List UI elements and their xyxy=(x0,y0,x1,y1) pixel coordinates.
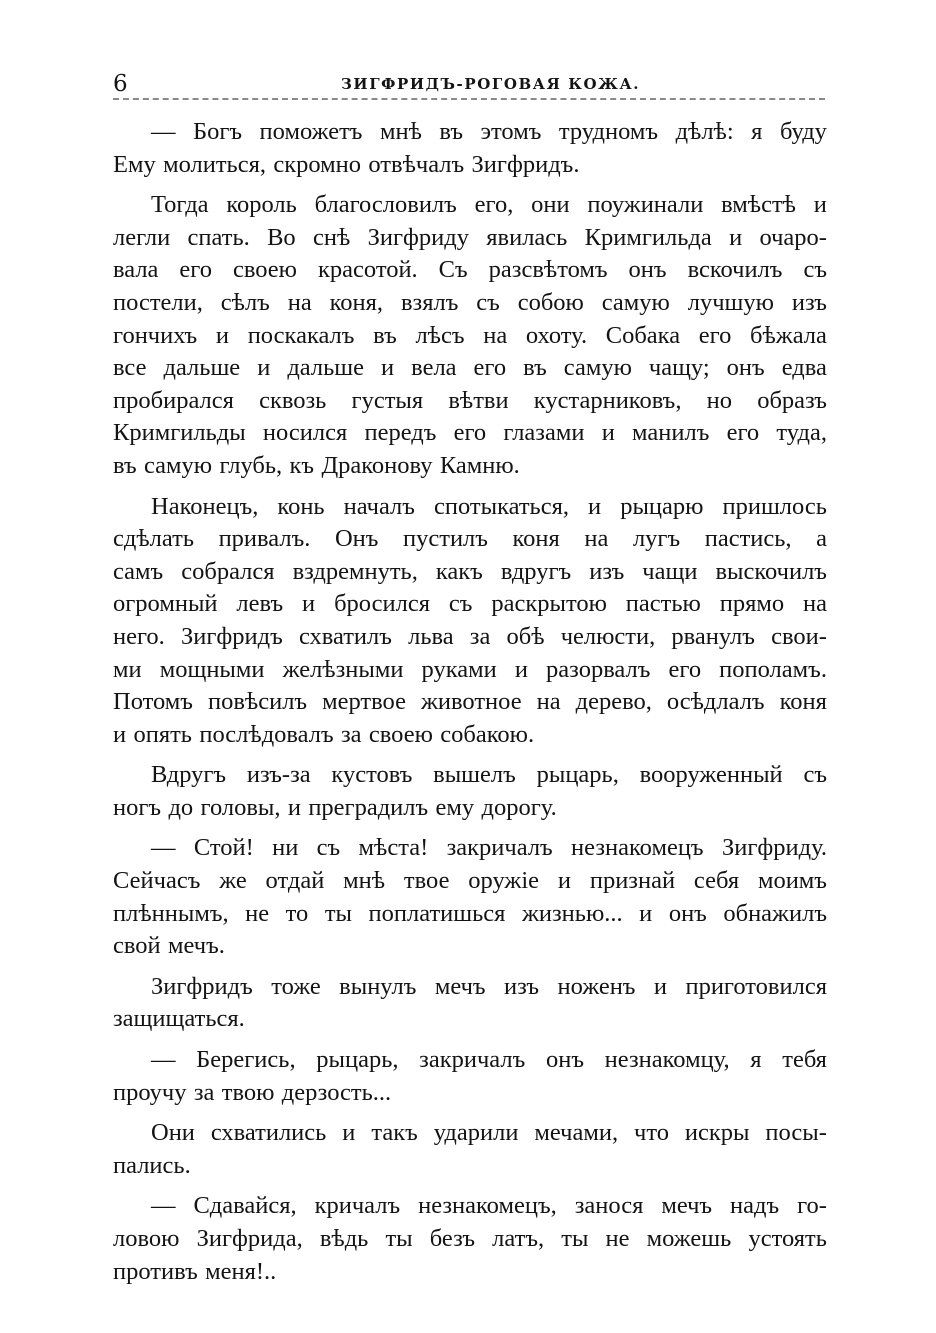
paragraph xyxy=(113,759,827,824)
text-line: противъ меня!.. xyxy=(113,1257,277,1285)
text-line: постели, сѣлъ на коня, взялъ съ собою самую лучшую изъ xyxy=(113,288,827,316)
text-line: Зигфридъ тоже вынулъ мечъ изъ ноженъ и приготовился xyxy=(151,972,827,1000)
paragraph xyxy=(113,1044,827,1109)
text-line: въ самую глубь, къ Драконову Камню. xyxy=(113,451,520,479)
header-rule xyxy=(113,98,825,100)
paragraph xyxy=(113,832,827,962)
text-line: Сейчасъ же отдай мнѣ твое оружіе и признай себя моимъ xyxy=(113,867,827,895)
paragraph xyxy=(113,1190,827,1288)
text-line: него. Зигфридъ схватилъ льва за обѣ челюсти, рванулъ свои- xyxy=(113,622,827,650)
paragraph xyxy=(113,491,827,752)
text-line: плѣннымъ, не то ты поплатишься жизнью... и онъ обнажилъ xyxy=(113,899,827,927)
text-line: Ему молиться, скромно отвѣчалъ Зигфридъ. xyxy=(113,150,580,178)
running-head xyxy=(113,70,825,98)
text-line: пробирался сквозь густыя вѣтви кустарниковъ, но образъ xyxy=(113,386,827,414)
text-line: вала его своею красотой. Съ разсвѣтомъ онъ вскочилъ съ xyxy=(113,256,827,284)
body-text xyxy=(113,116,827,1296)
text-line: свой мечъ. xyxy=(113,932,225,960)
text-line: ногъ до головы, и преградилъ ему дорогу. xyxy=(113,793,557,821)
paragraph xyxy=(113,971,827,1036)
text-line: Тогда король благословилъ его, они поужинали вмѣстѣ и xyxy=(151,191,827,219)
text-line: пались. xyxy=(113,1151,191,1179)
text-line: самъ собрался вздремнуть, какъ вдругъ изъ чащи выскочилъ xyxy=(113,557,827,585)
text-line: ловою Зигфрида, вѣдь ты безъ латъ, ты не можешь устоять xyxy=(113,1225,827,1252)
text-line: Потомъ повѣсилъ мертвое животное на дерево, осѣдлалъ коня xyxy=(113,688,827,716)
paragraph xyxy=(113,116,827,181)
text-line: Кримгильды носился передъ его глазами и манилъ его туда, xyxy=(113,419,827,447)
text-line: проучу за твою дерзость... xyxy=(113,1078,392,1106)
text-line: гончихъ и поскакалъ въ лѣсъ на охоту. Собака его бѣжала xyxy=(113,321,827,349)
text-line: огромный левъ и бросился съ раскрытою пастью прямо на xyxy=(113,590,827,618)
text-line: — Сдавайся, кричалъ незнакомецъ, занося мечъ надъ го- xyxy=(151,1192,827,1220)
text-line: Они схватились и такъ ударили мечами, что искры посы- xyxy=(151,1119,827,1147)
text-line: легли спать. Во снѣ Зигфриду явилась Кримгильда и очаро- xyxy=(113,223,827,251)
text-line: и опять послѣдовалъ за своею собакою. xyxy=(113,720,535,748)
text-line: Вдругъ изъ-за кустовъ вышелъ рыцарь, вооруженный съ xyxy=(151,761,827,789)
text-line: защищаться. xyxy=(113,1005,245,1033)
paragraph xyxy=(113,1117,827,1182)
page-number: 6 xyxy=(113,71,128,97)
text-line: ми мощными желѣзными руками и разорвалъ его пополамъ. xyxy=(113,655,827,683)
text-line: — Стой! ни съ мѣста! закричалъ незнакомецъ Зигфриду. xyxy=(151,834,827,862)
text-line: Наконецъ, конь началъ спотыкаться, и рыцарю пришлось xyxy=(151,492,827,520)
text-line: сдѣлать привалъ. Онъ пустилъ коня на лугъ пастись, а xyxy=(113,525,827,553)
text-line: — Богъ поможетъ мнѣ въ этомъ трудномъ дѣлѣ: я буду xyxy=(151,118,827,145)
paragraph xyxy=(113,189,827,482)
running-title: ЗИГФРИДЪ-РОГОВАЯ КОЖА. xyxy=(341,75,641,93)
text-line: — Берегись, рыцарь, закричалъ онъ незнакомцу, я тебя xyxy=(151,1046,827,1074)
text-line: все дальше и дальше и вела его въ самую чащу; онъ едва xyxy=(113,354,827,382)
